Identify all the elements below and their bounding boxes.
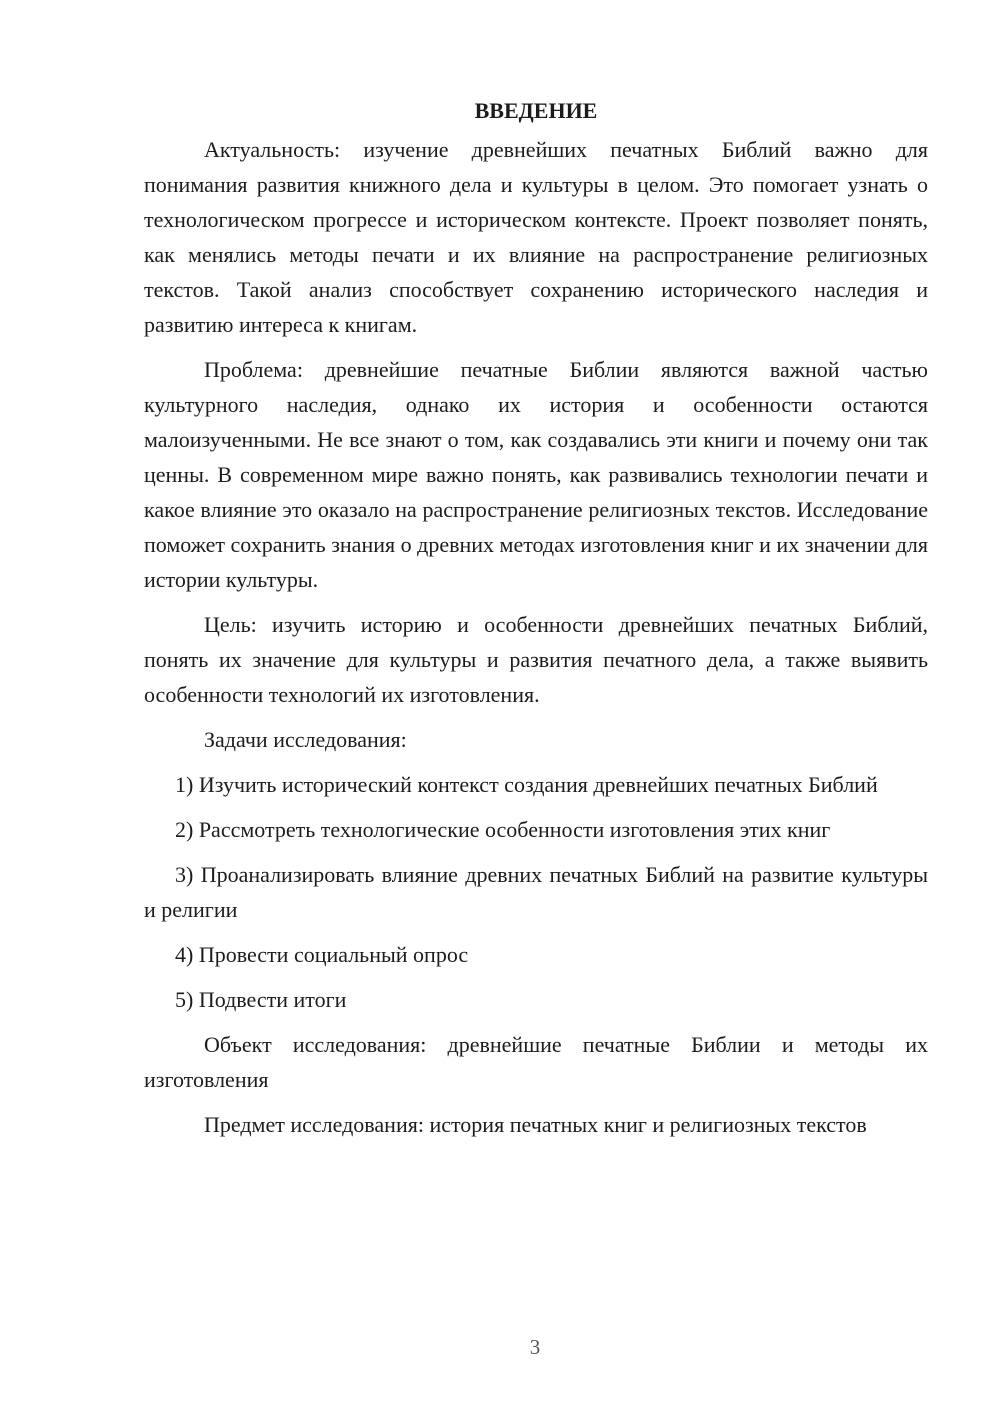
task-item-3: 3) Проанализировать влияние древних печатных Библий на развитие культуры и религии bbox=[144, 862, 928, 922]
page-number: 3 bbox=[529, 1335, 541, 1359]
subject-paragraph: Предмет исследования: история печатных книг и религиозных текстов bbox=[204, 1112, 867, 1137]
tasks-heading: Задачи исследования: bbox=[204, 727, 407, 752]
document-page bbox=[144, 96, 928, 1152]
task-item-2: 2) Рассмотреть технологические особенности изготовления этих книг bbox=[175, 817, 831, 842]
relevance-paragraph: Актуальность: изучение древнейших печатных Библий важно для понимания развития книжного дела и культуры в целом. Это помогает узнать о технологическом прогрессе и историческом контексте. Проект позволяет понять, как менялись методы печати и их влияние на распространение религиозных текстов. Такой анализ способствует сохранению исторического наследия и развитию интереса к книгам. bbox=[144, 137, 928, 337]
page-title: ВВЕДЕНИЕ bbox=[474, 98, 598, 123]
task-item-4: 4) Провести социальный опрос bbox=[175, 942, 469, 967]
object-paragraph: Объект исследования: древнейшие печатные Библии и методы их изготовления bbox=[144, 1032, 928, 1092]
problem-paragraph: Проблема: древнейшие печатные Библии являются важной частью культурного наследия, однако их история и особенности остаются малоизученными. Не все знают о том, как создавались эти книги и почему они так ценны. В современном мире важно понять, как развивались технологии печати и какое влияние это оказало на распространение религиозных текстов. Исследование поможет сохранить знания о древних методах изготовления книг и их значении для истории культуры. bbox=[144, 357, 928, 592]
goal-paragraph: Цель: изучить историю и особенности древнейших печатных Библий, понять их значение для культуры и развития печатного дела, а также выявить особенности технологий их изготовления. bbox=[144, 612, 928, 707]
task-item-1: 1) Изучить исторический контекст создания древнейших печатных Библий bbox=[175, 772, 878, 797]
task-item-5: 5) Подвести итоги bbox=[175, 987, 347, 1012]
